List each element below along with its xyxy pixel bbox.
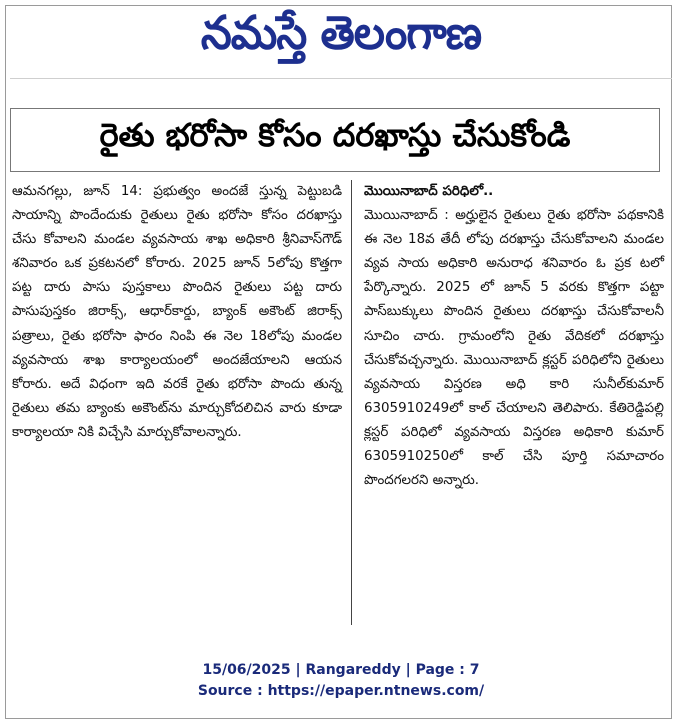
left-column (12, 180, 342, 618)
right-column (364, 180, 664, 618)
footer-source-line: Source : https://epaper.ntnews.com/ (197, 683, 485, 699)
masthead-rule (10, 78, 672, 79)
footer-date-line: 15/06/2025 | Rangareddy | Page : 7 (202, 662, 480, 678)
right-column-text: మొయినాబాద్ : అర్హులైన రైతులు రైతు భరోసా పథకానికి ఈ నెల 18వ తేదీ లోపు దరఖాస్తు చేసుకోవాలని మండల వ్యవ సాయ అధికారి అనురాధ శనివారం ఓ ప్రక టలో పేర్కొన్నారు. 2025 లో జూన్ 5 వరకు కొత్తగా పట్టా పాస్‌బుక్కులు పొందిన రైతులు దరఖాస్తు చేసుకోవాలనీ సూచిం చారు. గ్రామంలోని రైతు వేదికలో దరఖాస్తు చేసుకోవచ్చన్నారు. మొయినాబాద్ క్లస్టర్ పరిధిలోని రైతులు వ్యవసాయ విస్తరణ అధి కారి సునీల్‌కుమార్ 6305910249లో కాల్ చేయాలని తెలిపారు. కేతిరెడ్డిపల్లి క్లస్టర్ పరిధిలో వ్యవసాయ విస్తరణ అధికారి కుమార్ 6305910250లో కాల్ చేసి పూర్తి సమాచారం పొందగలరని అన్నారు. (364, 208, 664, 489)
article-headline: రైతు భరోసా కోసం దరఖాస్తు చేసుకోండి (99, 116, 571, 154)
left-column-text: ఆమనగల్లు, జూన్ 14: ప్రభుత్వం అందజే స్తున్న పెట్టుబడి సాయాన్ని పొందేందుకు రైతులు రైతు భరోసా కోసం దరఖాస్తు చేసు కోవాలని మండల వ్యవసాయ శాఖ అధికారి శ్రీనివాస్‌గౌడ్ శనివారం ఒక ప్రకటనలో కోరారు. 2025 జూన్ 5లోపు కొత్తగా పట్ట దారు పాసు పుస్తకాలు పొందిన రైతులు పట్ట దారు పాసుపుస్తకం జిరాక్స్, ఆధార్‌కార్డు, బ్యాంక్ అకౌంట్ జిరాక్స్ పత్రాలు, రైతు భరోసా ఫారం నింపి ఈ నెల 18లోపు మండల వ్యవసాయ శాఖ కార్యాలయంలో అందజేయాలని ఆయన కోరారు. అదే విధంగా ఇది వరకే రైతు భరోసా పొందు తున్న రైతులు తమ బ్యాంకు అకౌంట్‌ను మార్చుకోదలిచిన వారు కూడా కార్యాలయా నికి విచ్చేసి మార్చుకోవాలన్నారు. (12, 184, 342, 440)
column-divider (351, 180, 352, 625)
newspaper-masthead: నమస్తే తెలంగాణ (200, 6, 482, 60)
right-column-subheading: మొయినాబాద్ పరిధిలో.. (364, 184, 494, 199)
footer (0, 660, 682, 702)
